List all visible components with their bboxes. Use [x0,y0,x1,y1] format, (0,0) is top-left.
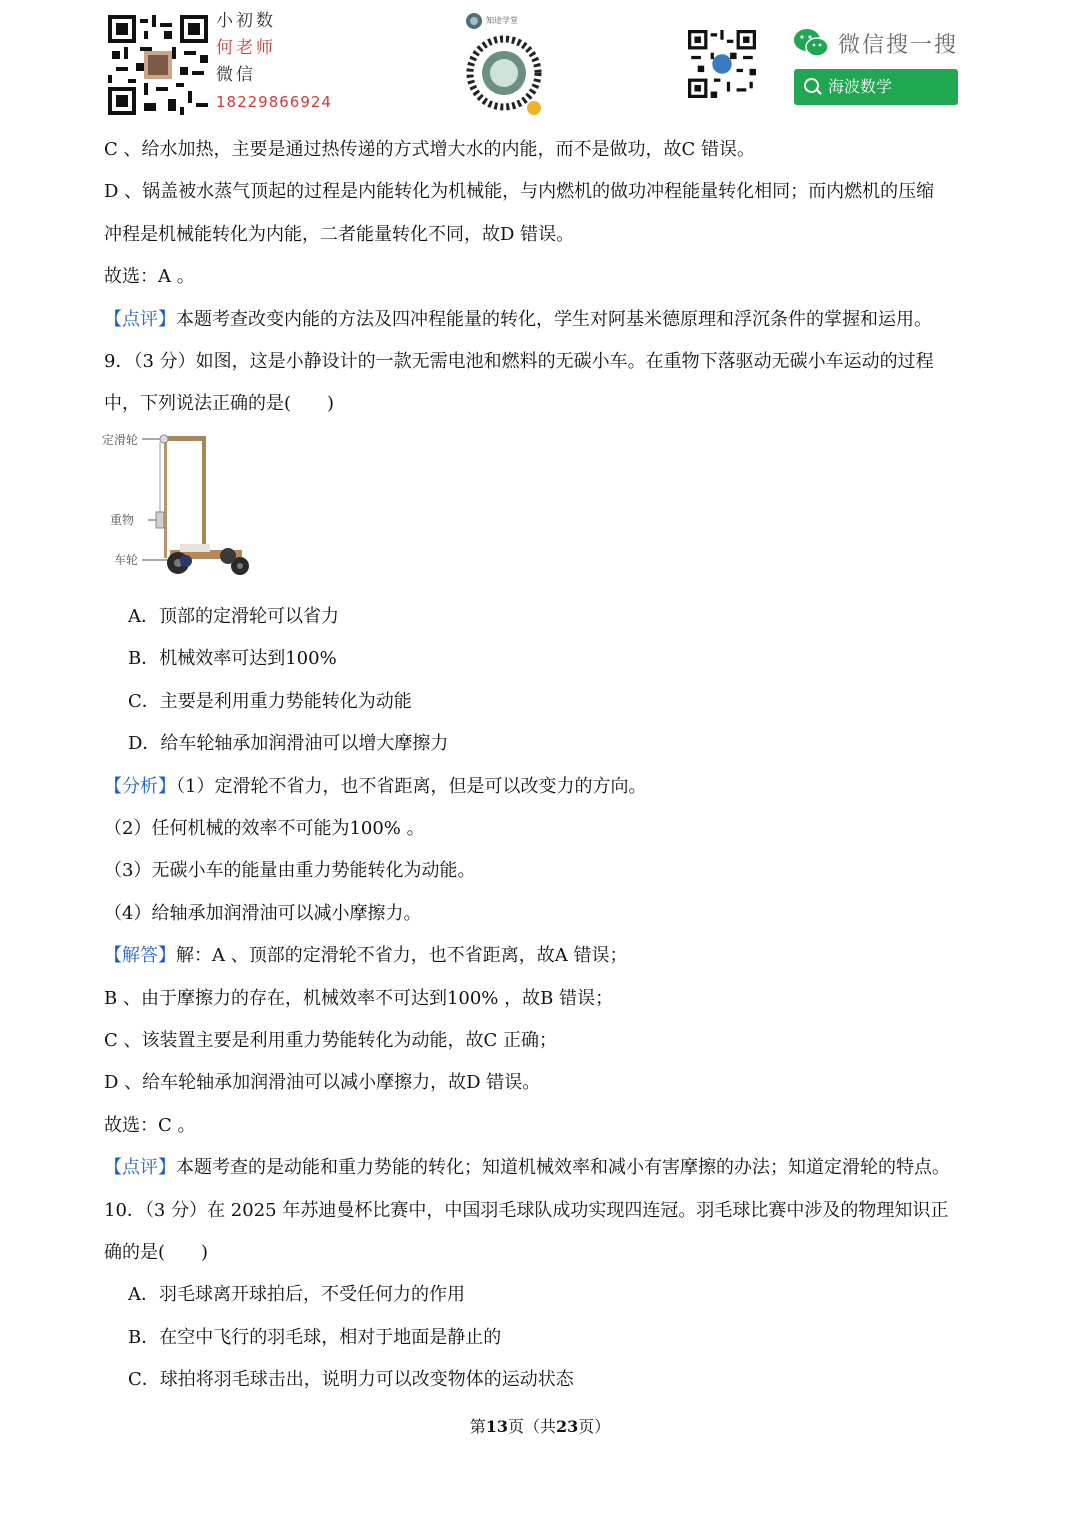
text-line [104,1028,557,1054]
text-line [128,604,339,630]
text-line [104,774,646,800]
qr1-caption [216,8,332,116]
text-line-content: C 、给水加热，主要是通过热传递的方式增大水的内能，而不是做功，故C 错误。 [104,139,755,160]
footer-middle: 页（共 [507,1417,556,1436]
text-line [104,179,934,205]
page-header [0,0,1080,122]
wechat-icon [793,28,829,58]
text-line-content: 中，下列说法正确的是( ) [104,393,335,415]
text-line-content: D 、锅盖被水蒸气顶起的过程是内能转化为机械能，与内燃机的做功冲程能量转化相同；而内燃机的压缩 [104,181,935,203]
text-line-content: 确的是( ) [104,1242,209,1263]
text-line-content: C．球拍将羽毛球击出，说明力可以改变物体的运动状态 [128,1369,574,1391]
text-line [104,1155,950,1181]
text-line [104,137,755,163]
section-tag: 【点评】 [104,308,176,330]
text-line-content: （1）定滑轮不省力，也不省距离，但是可以改变力的方向。 [176,775,647,797]
text-line-content: A．羽毛球离开球拍后，不受任何力的作用 [128,1284,465,1306]
text-line-content: 解：A 、顶部的定滑轮不省力，也不省距离，故A 错误； [176,945,628,967]
wechat-search-button-label: 海波数学 [828,77,893,96]
small-logo-text: 知途学堂 [486,16,518,25]
qr1-line-3: 微信 [216,65,256,85]
text-line-content: D 、给车轮轴承加润滑油可以减小摩擦力，故D 错误。 [104,1072,541,1094]
qr1-line-4: 18229866924 [216,93,332,111]
text-line [104,1198,948,1224]
text-line [104,858,475,884]
text-line-content: （2）任何机械的效率不可能为100% 。 [104,818,425,839]
text-line-content: 10．（3 分）在 2025 年苏迪曼杯比赛中，中国羽毛球队成功实现四连冠。羽毛球比赛中涉及的物理知识正 [104,1199,949,1221]
figure-label-wheel: 车轮 [114,553,139,567]
figure-label-pulley: 定滑轮 [102,433,139,447]
text-line [104,264,195,290]
footer-total-pages: 23 [556,1417,579,1436]
section-tag: 【分析】 [104,775,176,797]
text-line-content: B．在空中飞行的羽毛球，相对于地面是静止的 [128,1326,502,1348]
text-line [104,307,932,333]
wechat-search-button[interactable] [794,69,958,105]
text-line-content: 本题考查的是动能和重力势能的转化；知道机械效率和减小有害摩擦的办法；知道定滑轮的特点。 [176,1157,950,1179]
text-line [128,1367,574,1393]
text-line [128,1325,501,1351]
text-line-content: 故选：A 。 [104,266,195,288]
text-line-content: B 、由于摩擦力的存在，机械效率不可达到100% ，故B 错误； [104,987,614,1009]
footer-page-number: 13 [485,1417,508,1436]
page-footer [0,1414,1080,1437]
text-line [104,222,574,248]
text-line-content: 冲程是机械能转化为内能，二者能量转化不同，故D 错误。 [104,223,575,245]
text-line [104,816,425,842]
wechat-search-title: 微信搜一搜 [838,33,959,58]
search-icon [804,78,819,93]
text-line [128,1282,465,1308]
text-line [128,646,337,672]
text-line [104,1113,196,1139]
qr1-line-2: 何老师 [216,38,276,58]
text-line-content: 本题考查改变内能的方法及四冲程能量的转化，学生对阿基米德原理和浮沉条件的掌握和运用。 [176,308,932,330]
text-line [128,689,412,715]
qr-code-1 [108,15,208,115]
section-tag: 【解答】 [104,945,176,967]
qr-code-2 [688,30,756,98]
text-line [128,731,448,757]
footer-suffix: 页） [578,1417,611,1436]
text-line [104,1240,208,1266]
qr1-line-1: 小初数 [216,11,276,31]
text-line-content: C．主要是利用重力势能转化为动能 [128,690,412,712]
text-line-content: C 、该装置主要是利用重力势能转化为动能，故C 正确； [104,1030,557,1051]
text-line-content: B．机械效率可达到100% [128,648,337,670]
mini-program-code [462,10,552,120]
footer-prefix: 第 [469,1417,486,1436]
text-line-content: D．给车轮轴承加润滑油可以增大摩擦力 [128,733,449,755]
text-line [104,1070,540,1096]
text-line [104,349,934,375]
text-line-content: 故选：C 。 [104,1114,196,1136]
figure-label-weight: 重物 [110,513,135,527]
text-line [104,901,421,927]
text-line [104,943,627,969]
carbon-free-car-figure [100,430,256,592]
text-line-content: （4）给轴承加润滑油可以减小摩擦力。 [104,902,422,924]
text-line [104,986,613,1012]
section-tag: 【点评】 [104,1157,176,1179]
text-line-content: 9．（3 分）如图，这是小静设计的一款无需电池和燃料的无碳小车。在重物下落驱动无碳小车运动的过程 [104,351,934,372]
text-line [104,391,334,417]
text-line-content: A．顶部的定滑轮可以省力 [128,606,339,627]
text-line-content: （3）无碳小车的能量由重力势能转化为动能。 [104,860,476,882]
